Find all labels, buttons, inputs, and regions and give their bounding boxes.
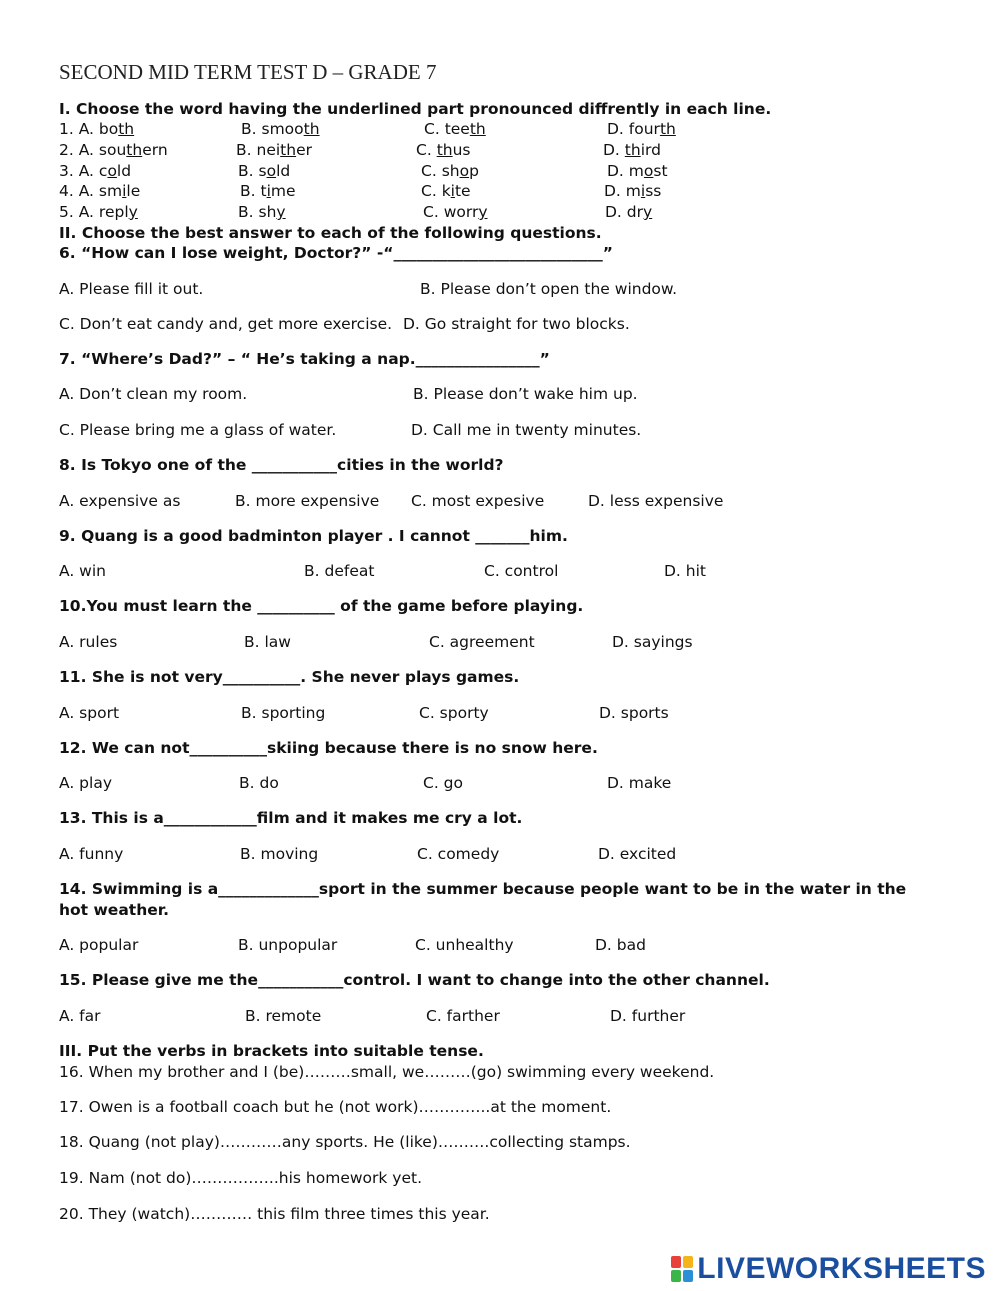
q14-option-d: D. bad — [595, 936, 646, 954]
word-part: ld — [116, 162, 132, 180]
q1-option-d — [607, 120, 676, 138]
underlined-part: o — [266, 162, 277, 180]
option-label: C. — [421, 182, 442, 200]
option-label: D. — [605, 203, 627, 221]
q6-option-d: D. Go straight for two blocks. — [403, 315, 630, 333]
q15-option-c: C. farther — [426, 1007, 500, 1025]
q7-option-b: B. Please don’t wake him up. — [413, 385, 638, 403]
q10-option-d: D. sayings — [612, 633, 693, 651]
word-part: tee — [444, 120, 470, 138]
q12-option-d: D. make — [607, 774, 672, 792]
option-label: 4. A. — [59, 182, 99, 200]
underlined-part: y — [643, 203, 653, 221]
word-part: le — [126, 182, 141, 200]
word-part: er — [296, 141, 312, 159]
word-part: t — [260, 182, 267, 200]
option-label: 5. A. — [59, 203, 99, 221]
question-14-line2: hot weather. — [59, 901, 170, 919]
q14-option-a: A. popular — [59, 936, 139, 954]
option-label: C. — [416, 141, 437, 159]
question-8: 8. Is Tokyo one of the ___________cities in the world? — [59, 456, 504, 474]
q8-option-b: B. more expensive — [235, 492, 380, 510]
q12-option-b: B. do — [239, 774, 279, 792]
word-part: repl — [98, 203, 129, 221]
q11-option-a: A. sport — [59, 704, 120, 722]
underlined-part: th — [469, 120, 486, 138]
q13-option-d: D. excited — [598, 845, 677, 863]
word-part: sm — [98, 182, 123, 200]
test-title: SECOND MID TERM TEST D – GRADE 7 — [59, 60, 437, 84]
option-label: D. — [607, 162, 629, 180]
option-label: B. — [238, 162, 259, 180]
underlined-part: i — [122, 182, 127, 200]
word-part: dr — [626, 203, 644, 221]
q1-option-b — [241, 120, 320, 138]
word-part: smoo — [261, 120, 304, 138]
underlined-part: o — [459, 162, 470, 180]
q12-option-a: A. play — [59, 774, 113, 792]
q2-option-a — [59, 141, 168, 159]
q8-option-d: D. less expensive — [588, 492, 724, 510]
question-9: 9. Quang is a good badminton player . I cannot _______him. — [59, 527, 568, 545]
liveworksheets-logo-icon — [671, 1256, 693, 1282]
q11-option-b: B. sporting — [241, 704, 326, 722]
option-label: D. — [603, 141, 625, 159]
q6-option-c: C. Don’t eat candy and, get more exercise. — [59, 315, 393, 333]
underlined-part: y — [128, 203, 138, 221]
underlined-part: th — [659, 120, 676, 138]
underlined-part: th — [280, 141, 297, 159]
word-part: ird — [640, 141, 661, 159]
q11-option-c: C. sporty — [419, 704, 489, 722]
exercise-16: 16. When my brother and I (be)………small, we………(go) swimming every weekend. — [59, 1063, 715, 1081]
word-part: ss — [645, 182, 662, 200]
word-part: four — [628, 120, 660, 138]
liveworksheets-logo-text: LIVEWORKSHEETS — [697, 1252, 986, 1285]
underlined-part: y — [276, 203, 286, 221]
option-label: C. — [423, 203, 444, 221]
underlined-part: th — [118, 120, 135, 138]
q4-option-c — [421, 182, 471, 200]
q8-option-c: C. most expesive — [411, 492, 545, 510]
q15-option-b: B. remote — [245, 1007, 322, 1025]
word-part: c — [98, 162, 108, 180]
word-part: us — [452, 141, 471, 159]
q6-option-b: B. Please don’t open the window. — [420, 280, 678, 298]
question-7: 7. “Where’s Dad?” – “ He’s taking a nap.________________” — [59, 350, 550, 368]
question-15: 15. Please give me the___________control. I want to change into the other channel. — [59, 971, 770, 989]
word-part: p — [469, 162, 479, 180]
q2-option-d — [603, 141, 661, 159]
liveworksheets-logo[interactable] — [671, 1252, 986, 1286]
q8-option-a: A. expensive as — [59, 492, 181, 510]
q11-option-d: D. sports — [599, 704, 669, 722]
q3-option-c — [421, 162, 479, 180]
underlined-part: th — [126, 141, 143, 159]
q13-option-b: B. moving — [240, 845, 319, 863]
section2-heading: II. Choose the best answer to each of the following questions. — [59, 224, 602, 242]
option-label: 1. A. — [59, 120, 99, 138]
q3-option-b — [238, 162, 290, 180]
exercise-17: 17. Owen is a football coach but he (not work)…………..at the moment. — [59, 1098, 612, 1116]
underlined-part: th — [303, 120, 320, 138]
word-part: st — [653, 162, 668, 180]
q9-option-d: D. hit — [664, 562, 706, 580]
underlined-part: i — [450, 182, 455, 200]
word-part: bo — [98, 120, 119, 138]
q7-option-a: A. Don’t clean my room. — [59, 385, 248, 403]
word-part: me — [270, 182, 296, 200]
q9-option-b: B. defeat — [304, 562, 375, 580]
q6-option-a: A. Please fill it out. — [59, 280, 204, 298]
q14-option-b: B. unpopular — [238, 936, 338, 954]
q15-option-d: D. further — [610, 1007, 686, 1025]
q9-option-c: C. control — [484, 562, 559, 580]
option-label: 2. A. — [59, 141, 99, 159]
word-part: ld — [276, 162, 291, 180]
q15-option-a: A. far — [59, 1007, 101, 1025]
option-label: C. — [421, 162, 442, 180]
q12-option-c: C. go — [423, 774, 463, 792]
q5-option-c — [423, 203, 488, 221]
q14-option-c: C. unhealthy — [415, 936, 514, 954]
option-label: D. — [604, 182, 626, 200]
q9-option-a: A. win — [59, 562, 106, 580]
word-part: te — [454, 182, 471, 200]
q1-option-c — [424, 120, 486, 138]
q5-option-a — [59, 203, 138, 221]
exercise-20: 20. They (watch)………… this film three times this year. — [59, 1205, 490, 1223]
q13-option-a: A. funny — [59, 845, 124, 863]
question-6: 6. “How can I lose weight, Doctor?” -“___________________________” — [59, 244, 613, 262]
underlined-part: i — [266, 182, 271, 200]
q3-option-d — [607, 162, 668, 180]
exercise-19: 19. Nam (not do)……………..his homework yet. — [59, 1169, 423, 1187]
word-part: worr — [443, 203, 479, 221]
question-13: 13. This is a____________film and it makes me cry a lot. — [59, 809, 523, 827]
word-part: s — [258, 162, 267, 180]
option-label: B. — [238, 203, 259, 221]
q5-option-d — [605, 203, 652, 221]
word-part: nei — [256, 141, 281, 159]
word-part: sh — [258, 203, 277, 221]
q5-option-b — [238, 203, 286, 221]
q10-option-b: B. law — [244, 633, 291, 651]
option-label: B. — [236, 141, 257, 159]
section1-heading: I. Choose the word having the underlined part pronounced diffrently in each line. — [59, 100, 772, 118]
exercise-18: 18. Quang (not play)…………any sports. He (like)……….collecting stamps. — [59, 1133, 631, 1151]
q4-option-d — [604, 182, 661, 200]
word-part: ern — [142, 141, 168, 159]
q2-option-b — [236, 141, 312, 159]
underlined-part: o — [643, 162, 654, 180]
underlined-part: i — [640, 182, 646, 200]
q4-option-b — [240, 182, 296, 200]
q10-option-a: A. rules — [59, 633, 118, 651]
q7-option-c: C. Please bring me a glass of water. — [59, 421, 337, 439]
word-part: sou — [98, 141, 127, 159]
q13-option-c: C. comedy — [417, 845, 500, 863]
q7-option-d: D. Call me in twenty minutes. — [411, 421, 642, 439]
question-12: 12. We can not__________skiing because there is no snow here. — [59, 739, 598, 757]
option-label: B. — [240, 182, 261, 200]
word-part: k — [441, 182, 451, 200]
option-label: D. — [607, 120, 629, 138]
word-part: m — [625, 182, 641, 200]
q2-option-c — [416, 141, 471, 159]
option-label: 3. A. — [59, 162, 99, 180]
question-11: 11. She is not very__________. She never plays games. — [59, 668, 520, 686]
q4-option-a — [59, 182, 140, 200]
q1-option-a — [59, 120, 134, 138]
word-part: m — [628, 162, 644, 180]
question-14: 14. Swimming is a_____________sport in the summer because people want to be in the water in the — [59, 880, 907, 898]
underlined-part: th — [624, 141, 641, 159]
underlined-part: th — [436, 141, 453, 159]
underlined-part: o — [107, 162, 117, 180]
word-part: sh — [441, 162, 460, 180]
question-10: 10.You must learn the __________ of the game before playing. — [59, 597, 584, 615]
option-label: B. — [241, 120, 262, 138]
q3-option-a — [59, 162, 131, 180]
q10-option-c: C. agreement — [429, 633, 535, 651]
underlined-part: y — [478, 203, 488, 221]
option-label: C. — [424, 120, 445, 138]
section3-heading: III. Put the verbs in brackets into suitable tense. — [59, 1042, 484, 1060]
